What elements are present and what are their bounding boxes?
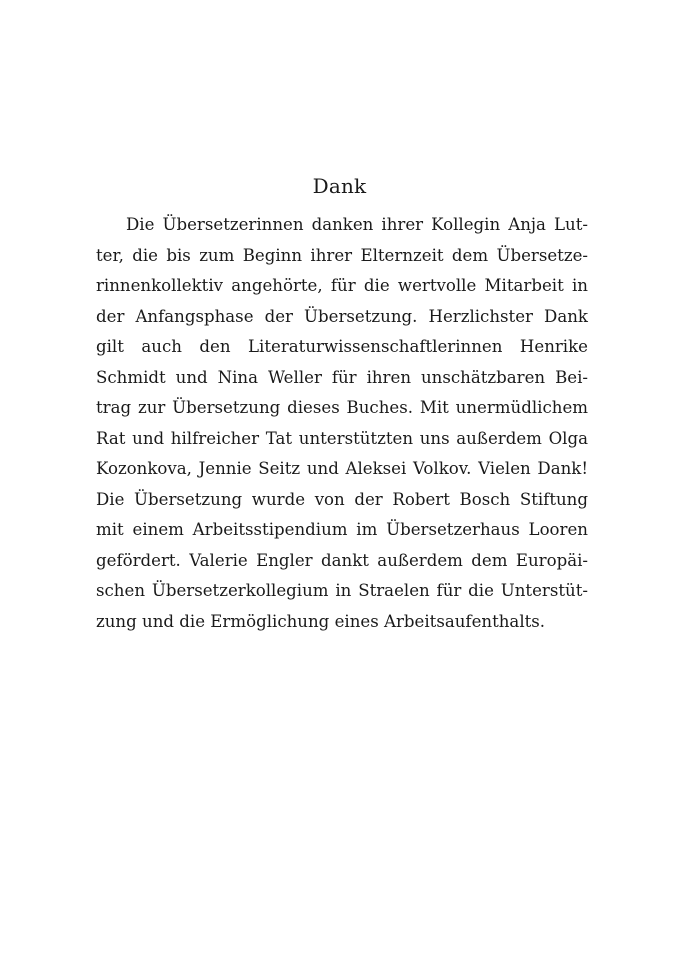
text-line: schen Übersetzerkollegium in Straelen für die Unterstüt- bbox=[96, 581, 588, 600]
text-line: ter, die bis zum Beginn ihrer Elternzeit dem Übersetze- bbox=[96, 245, 588, 265]
text-line: gilt auch den Literaturwissenschaftlerinnen Henrike bbox=[96, 337, 588, 356]
text-line: zung und die Ermöglichung eines Arbeitsaufenthalts. bbox=[96, 611, 546, 631]
text-line: gefördert. Valerie Engler dankt außerdem dem Europäi- bbox=[96, 550, 588, 570]
text-line: Die Übersetzung wurde von der Robert Bosch Stiftung bbox=[96, 489, 588, 509]
text-line: mit einem Arbeitsstipendium im Übersetzerhaus Looren bbox=[96, 520, 588, 539]
text-line: Schmidt und Nina Weller für ihren unschätzbaren Bei- bbox=[96, 367, 588, 387]
acknowledgement-paragraph bbox=[96, 210, 588, 637]
text-line: Rat und hilfreicher Tat unterstützten uns außerdem Olga bbox=[96, 428, 588, 448]
page-title: Dank bbox=[312, 174, 367, 198]
text-line: Kozonkova, Jennie Seitz und Aleksei Volkov. Vielen Dank! bbox=[96, 459, 588, 478]
text-line: Die Übersetzerinnen danken ihrer Kollegin Anja Lut- bbox=[126, 215, 588, 234]
text-line: der Anfangsphase der Übersetzung. Herzlichster Dank bbox=[96, 306, 588, 326]
text-line: trag zur Übersetzung dieses Buches. Mit unermüdlichem bbox=[96, 398, 588, 417]
text-line: rinnenkollektiv angehörte, für die wertvolle Mitarbeit in bbox=[96, 276, 588, 295]
